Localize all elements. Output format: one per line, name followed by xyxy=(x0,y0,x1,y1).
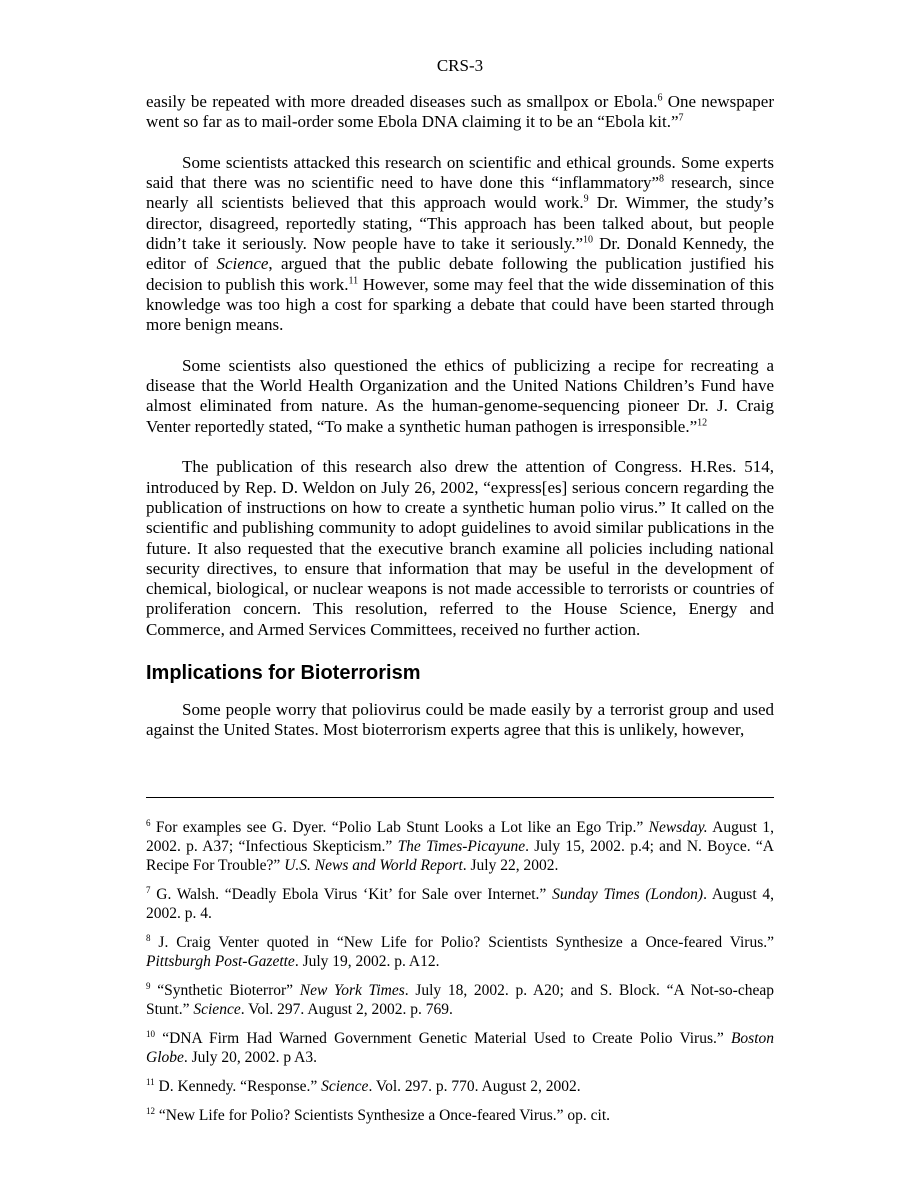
footnote-8 xyxy=(146,933,774,971)
footnote-6 xyxy=(146,818,774,875)
footnote-ref[interactable]: 8 xyxy=(659,173,665,185)
text-run: Some people worry that poliovirus could be made easily by a terrorist group and used against the United States. Most bioterrorism experts agree that this is unlikely, however, xyxy=(146,700,774,740)
paragraph xyxy=(146,153,774,336)
text-run: G. Walsh. “Deadly Ebola Virus ‘Kit’ for Sale over Internet.” xyxy=(150,886,553,903)
text-run: easily be repeated with more dreaded diseases such as smallpox or Ebola. xyxy=(146,92,658,111)
text-run: . August 4, 2002. p. 4. xyxy=(146,886,775,922)
text-run: The publication of this research also drew the attention of Congress. H.Res. 514, introduced by Rep. D. Weldon on July 26, 2002, “express[es] serious concern regarding the publication of instructions on how to create a synthetic human polio virus.” It called on the scientific and publishing community to adopt guidelines to avoid similar publications in the future. It also requested that the executive branch examine all policies including national security directives, to ensure that information that may be useful in the development of chemical, biological, or nuclear weapons is not made accessible to terrorists or countries of proliferation concern. This resolution, referred to the House Science, Energy and Commerce, and Armed Services Committees, received no further action. xyxy=(146,457,774,639)
footnote-number: 11 xyxy=(146,1076,155,1087)
paragraph xyxy=(146,457,774,640)
footnote-number: 8 xyxy=(146,932,151,943)
italic-text: The Times-Picayune xyxy=(397,838,526,855)
text-run: . July 22, 2002. xyxy=(462,857,559,874)
italic-text: Pittsburgh Post-Gazette xyxy=(146,953,295,970)
text-run: . Vol. 297. August 2, 2002. p. 769. xyxy=(240,1001,453,1018)
italic-text: Science xyxy=(193,1001,241,1018)
text-run: One newspaper went so far as to mail-order some Ebola DNA claiming it to be an “Ebola kit.” xyxy=(146,92,774,132)
page-number: CRS-3 xyxy=(436,56,484,75)
italic-text: Newsday. xyxy=(648,819,708,836)
text-run: J. Craig Venter quoted in “New Life for Polio? Scientists Synthesize a Once-feared Virus.” xyxy=(150,934,774,951)
footnote-number: 6 xyxy=(146,817,151,828)
footnote-ref[interactable]: 6 xyxy=(657,92,663,104)
paragraphs-container xyxy=(146,92,774,640)
text-run: D. Kennedy. “Response.” xyxy=(154,1078,322,1095)
section-heading: Implications for Bioterrorism xyxy=(146,662,421,685)
text-run: Some scientists also questioned the ethics of publicizing a recipe for recreating a disease that the World Health Organization and the United Nations Children’s Fund have almost eliminated from nature. As the human-genome-sequencing pioneer Dr. J. Craig Venter reportedly stated, “To make a synthetic human pathogen is irresponsible.” xyxy=(146,355,774,436)
section-body xyxy=(146,700,774,741)
text-run: . July 20, 2002. p A3. xyxy=(183,1049,317,1066)
footnote-12 xyxy=(146,1106,774,1125)
text-run: . July 18, 2002. p. A20; and S. Block. “A Not-so-cheap Stunt.” xyxy=(146,982,774,1018)
italic-text: Science xyxy=(216,254,269,274)
italic-text: Boston Globe xyxy=(146,1030,774,1066)
text-run: However, some may feel that the wide dissemination of this knowledge was too high a cost for sparking a debate that could have been started through more benign means. xyxy=(146,274,774,335)
text-run: . July 15, 2002. p.4; and N. Boyce. “A Recipe For Trouble?” xyxy=(146,838,774,874)
paragraph xyxy=(146,92,774,133)
italic-text: Science xyxy=(321,1078,369,1095)
text-run: For examples see G. Dyer. “Polio Lab Stunt Looks a Lot like an Ego Trip.” xyxy=(150,819,649,836)
footnote-ref[interactable]: 11 xyxy=(348,275,359,287)
paragraph xyxy=(146,700,774,741)
footnote-9 xyxy=(146,981,774,1019)
footnote-separator xyxy=(146,797,774,798)
footnote-number: 12 xyxy=(146,1105,155,1116)
body-text xyxy=(146,92,774,741)
text-run: August 1, 2002. p. A37; “Infectious Skepticism.” xyxy=(146,819,774,855)
text-run: . July 19, 2002. p. A12. xyxy=(294,953,440,970)
footnote-10 xyxy=(146,1029,774,1067)
italic-text: U.S. News and World Report xyxy=(284,857,463,874)
text-run: , argued that the public debate following the publication justified his decision to publish this work. xyxy=(146,254,774,294)
footnote-number: 10 xyxy=(146,1028,155,1039)
footnote-ref[interactable]: 7 xyxy=(678,112,684,124)
italic-text: Sunday Times (London) xyxy=(552,886,704,903)
footnotes xyxy=(146,818,774,1135)
footnote-ref[interactable]: 12 xyxy=(697,417,708,429)
text-run: research, since nearly all scientists believed that this approach would work. xyxy=(146,173,774,213)
text-run: “Synthetic Bioterror” xyxy=(150,982,300,999)
footnote-ref[interactable]: 9 xyxy=(583,193,589,205)
italic-text: New York Times xyxy=(299,982,405,999)
paragraph xyxy=(146,356,774,437)
text-run: “New Life for Polio? Scientists Synthesize a Once-feared Virus.” op. cit. xyxy=(155,1107,611,1124)
footnote-7 xyxy=(146,885,774,923)
text-run: “DNA Firm Had Warned Government Genetic Material Used to Create Polio Virus.” xyxy=(155,1030,731,1047)
text-run: . Vol. 297. p. 770. August 2, 2002. xyxy=(368,1078,581,1095)
text-run: Dr. Donald Kennedy, the editor of xyxy=(146,234,774,274)
footnote-number: 7 xyxy=(146,884,151,895)
footnote-11 xyxy=(146,1077,774,1096)
text-run: Dr. Wimmer, the study’s director, disagreed, reportedly stating, “This approach has been talked about, but people didn’t take it seriously. Now people have to take it seriously.” xyxy=(146,193,774,254)
footnote-ref[interactable]: 10 xyxy=(583,234,594,246)
footnote-number: 9 xyxy=(146,980,151,991)
text-run: Some scientists attacked this research on scientific and ethical grounds. Some experts said that there was no scientific need to have done this “inflammatory” xyxy=(146,152,774,193)
